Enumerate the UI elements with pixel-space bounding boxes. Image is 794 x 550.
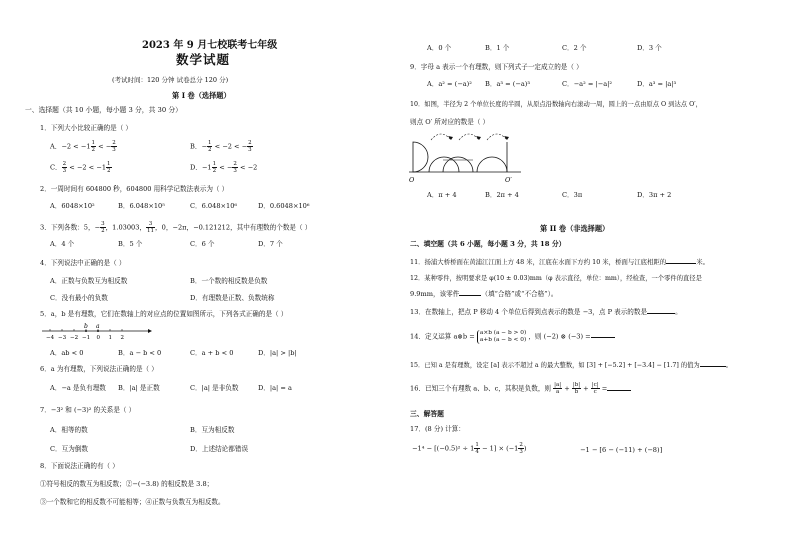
q14-piecewise: a×b (a − b > 0) a+b (a − b < 0) [477,330,526,344]
exam-title: 2023 年 9 月七校联考七年级 [142,40,278,51]
q6-option-b: B．|a| 是正数 [118,384,160,392]
q16: 16．已知三个有理数 a、b、c，其积是负数，则 $\frac{|a|}{a}$ + $\frac{|b|}{b}$ + $\frac{|c|}{c}$ = [410,382,631,395]
q10-option-c: C．3π [562,191,583,199]
q8-option-b: B．1 个 [485,44,510,52]
q5-option-b: B．a − b < 0 [118,349,162,357]
q8-option-d: D．3 个 [637,44,662,52]
q1-stem: 1．下列大小比较正确的是（ ） [40,124,133,132]
q2-option-d: D．0.6048×10⁶ [258,202,310,210]
q2-option-a: A．6048×10² [50,202,95,210]
q17-expression-1: −1⁴ − [(−0.5)² ÷ 1 $\frac{1}{4}$ − 1] × (−1 $\frac{2}{3}$ ) [412,442,527,455]
q9-stem: 9．字母 a 表示一个有理数，则下列式子一定成立的是（ ） [410,63,583,71]
q13: 13．在数轴上，把点 P 移动 4 个单位后得到点表示的数是 −3，点 P 表示的数是 。 [410,308,682,316]
point-a-dot [97,330,99,332]
q15: 15．已知 a 是有理数，设定 [a] 表示不超过 a 的最大整数，如 [3] + [−5.2] + [−3.4] − [1.7] 的值为 。 [410,362,733,369]
q2-option-b: B．6.048×10⁵ [118,202,165,210]
q7-option-c: C．互为倒数 [50,445,89,453]
q16-answer-blank[interactable] [607,390,631,391]
q1-option-b: B．− $\frac{1}{2}$ < −2 < − $\frac{2}{3}$ [190,140,252,153]
q5-stem: 5．a，b 是有理数，它们在数轴上的对应点的位置如图所示，下列各式正确的是（ ） [40,310,288,318]
number-line-tick-label: −1 [82,335,91,341]
q1-option-d: D．−1 $\frac{1}{2}$ < − $\frac{2}{3}$ < −2 [190,161,258,174]
q7-option-b: B．互为相反数 [190,426,235,434]
q3-option-c: C．6 个 [190,240,215,248]
q12-answer-blank[interactable] [459,295,481,296]
q9-option-b: B．a³ = (−a)³ [485,80,530,88]
half-disc-2 [429,157,459,172]
q10-option-a: A．π + 4 [427,191,457,199]
section1-heading: 一、选择题（共 10 小题，每小题 3 分，共 30 分） [25,106,182,114]
origin-label: O [409,176,415,184]
roll-arc-3 [487,134,507,140]
q7-option-d: D．上述结论都错误 [190,445,249,453]
arrow-right-icon [148,329,152,333]
q5-option-d: D．|a| > |b| [258,349,297,357]
q10-stem: 10．如图，半径为 2 个单位长度的半圆，从原点沿数轴向右滚动一周，圆上的一点由原点 O 到达点 O′， [410,101,702,108]
half-disc-4 [477,157,507,172]
q4-option-c: C．没有最小的负数 [50,294,108,302]
q5-option-c: C．a + b < 0 [190,349,234,357]
q4-option-a: A．正数与负数互为相反数 [50,277,128,285]
subject-title: 数学试题 [176,52,231,67]
half-disc-1 [413,142,428,172]
point-b-label: b [84,323,88,330]
q3-option-a: A．4 个 [50,240,75,248]
part2-title: 第 II 卷（非选择题） [540,224,610,233]
number-line-tick-label: −3 [58,335,67,341]
q2-stem: 2．一周时间有 604800 秒，604800 用科学记数法表示为（ ） [40,185,229,193]
number-line-tick-label: 1 [108,335,112,341]
q5-option-a: A．ab < 0 [50,349,84,357]
q12-line2: 9.9mm，该零件 （填“合格”或“不合格”）。 [410,290,558,298]
point-b-dot [85,330,87,332]
q7-option-a: A．相等的数 [50,426,88,434]
end-point-label: O′ [505,176,512,184]
number-line-tick-label: −4 [46,335,55,341]
q14-answer-blank[interactable] [591,337,615,338]
q5-number-line [40,320,152,346]
q4-stem: 4．下列说法中正确的是（ ） [40,259,126,267]
q8-stem: 8．下面说法正确的有（ ） [40,462,119,470]
q14: 14．定义运算 a⊗b = a×b (a − b > 0) a+b (a − b < 0) ，则 (−2) ⊗ (−3) = [410,330,615,344]
q9-option-c: C．−a² = |−a|² [562,80,612,88]
section3-heading: 三、解答题 [410,410,444,418]
number-line-tick-label: −2 [70,335,79,341]
q10-stem-line2: 则点 O′ 所对应的数是（ ） [410,118,490,126]
q6-stem: 6．a 为有理数，下列说法正确的是（ ） [40,365,158,373]
number-line-tick-label: 0 [96,335,100,341]
q3-option-b: B．5 个 [118,240,143,248]
q6-option-a: A．−a 是负有理数 [50,384,106,392]
q7-stem: 7．−3² 和 (−3)² 的关系是（ ） [40,406,136,414]
q10-rolling-circle-figure [407,124,527,188]
q17-expression-2: −1 − [6 − (−11) + (−8)] [580,446,663,454]
q4-option-b: B．一个数的相反数是负数 [190,277,268,285]
q9-option-d: D．a³ = |a|³ [637,80,677,88]
q3-stem: 3．下列各数：5，− $\frac{3}{2}$ ，1.03003， $\frac{3}{11}$ ，0，−2π，−0.121212，其中有理数的个数是（ ） [40,221,312,234]
q12-line1: 12．某种零件，按明要求是 φ(10 ± 0.03)mm（φ 表示直径，单位：mm），经检查，一个零件的直径是 [410,275,702,282]
point-a-label: a [96,323,100,330]
q11: 11．扬浦大桥桥面在黄浦江江面上方 48 米，江底在水面下方约 10 米，桥面与江底相距的 米。 [410,258,709,266]
q2-option-c: C．6.048×10⁶ [190,202,238,210]
exam-info: (考试时间：120 分钟 试卷总分 120 分) [112,76,229,84]
number-line-tick-label: 2 [120,335,124,341]
q15-answer-blank[interactable] [700,366,726,367]
q4-option-d: D．有理数是正数、负数统称 [190,294,275,302]
q9-option-a: A．a² = (−a)² [427,80,472,88]
q8-option-a: A．0 个 [427,44,452,52]
q8-statement-2: ③一个数和它的相反数不可能相等；④正数与负数互为相反数。 [40,498,225,506]
roll-arc-2 [459,134,479,140]
q6-option-c: C．|a| 是非负数 [190,384,239,392]
q10-option-d: D．3π + 2 [637,191,672,199]
half-disc-3 [443,157,473,172]
part1-title: 第 I 卷（选择题） [172,91,231,100]
q10-option-b: B．2π + 4 [485,191,519,199]
q6-option-d: D．|a| = a [258,384,292,392]
q8-option-c: C．2 个 [562,44,587,52]
q8-statement-1: ①符号相反的数互为相反数；②−(−3.8) 的相反数是 3.8； [40,480,214,488]
q3-option-d: D．7 个 [258,240,283,248]
section2-heading: 二、填空题（共 6 小题，每小题 3 分，共 18 分） [410,240,566,248]
q17-stem: 17．(8 分) 计算： [410,425,465,433]
q13-answer-blank[interactable] [647,313,675,314]
q11-answer-blank[interactable] [666,263,696,264]
q1-option-c: C． $\frac{2}{3}$ < −2 < −1 $\frac{1}{2}$ [50,161,111,174]
q1-option-a: A．−2 < −1 $\frac{1}{2}$ < − $\frac{2}{3}$ [50,140,116,153]
roll-arc-1 [431,134,451,140]
